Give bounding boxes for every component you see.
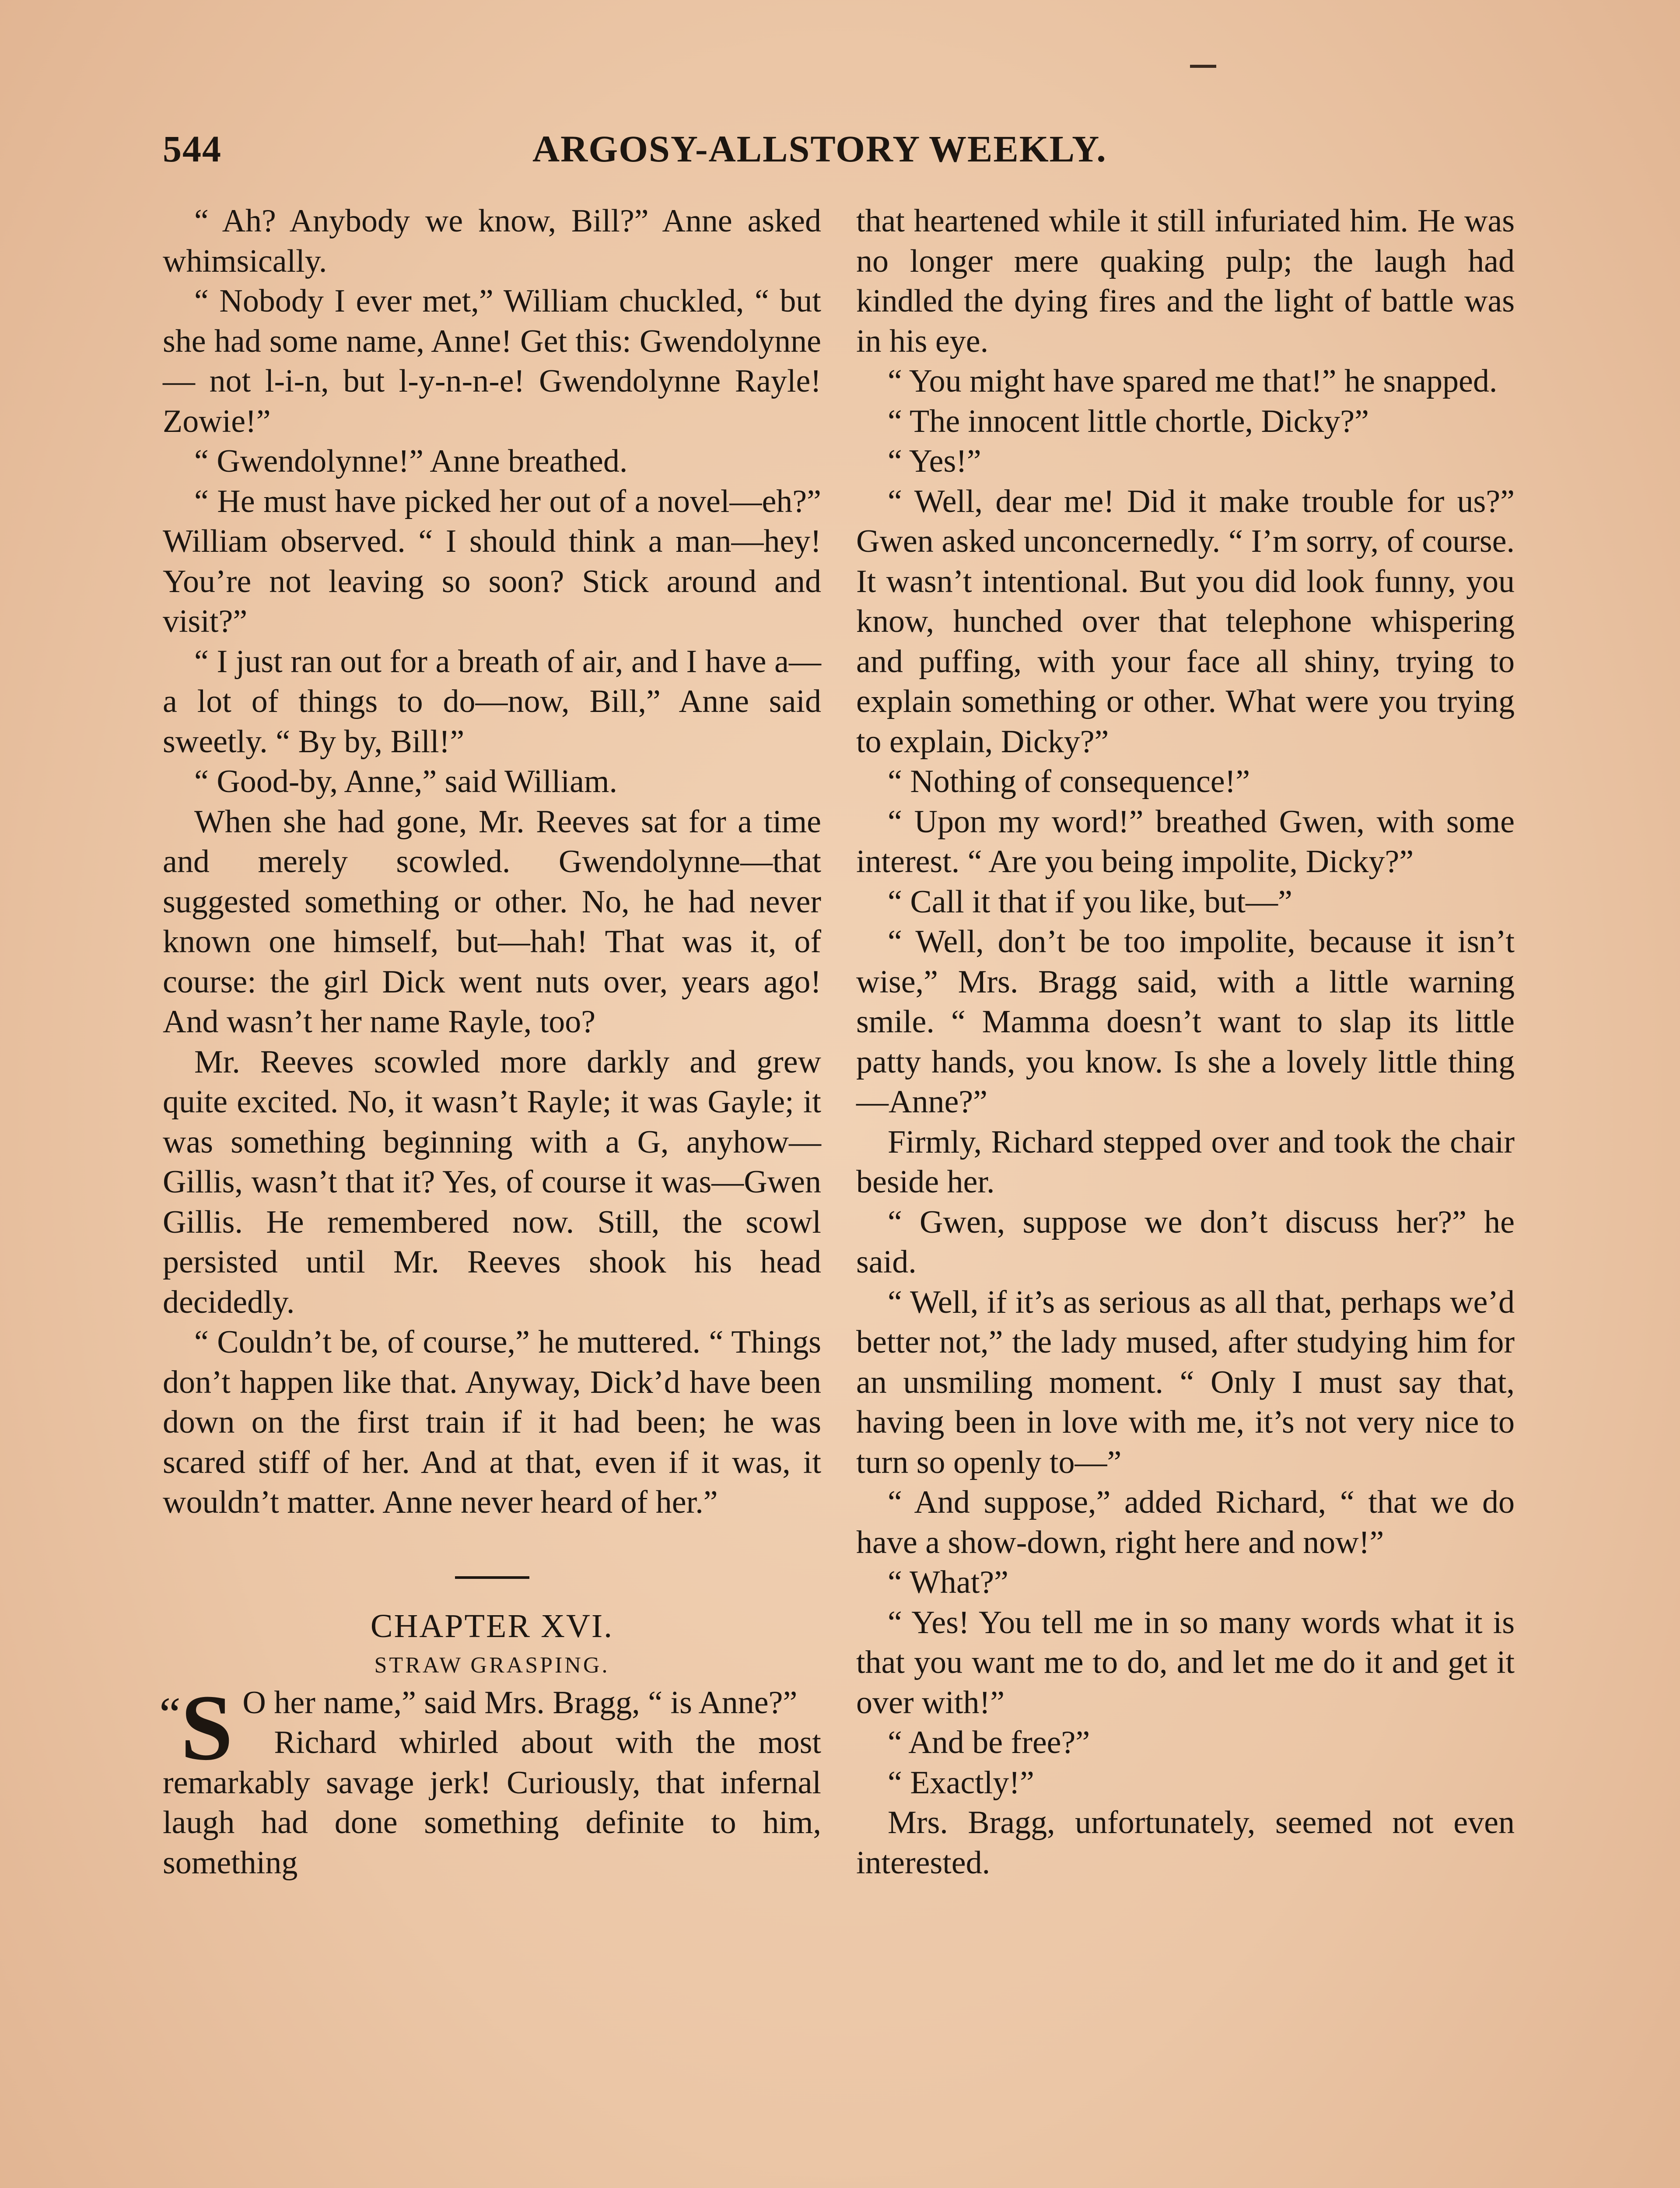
paragraph: Richard whirled about with the most remarkably savage jerk! Curiously, that infernal laugh had done something definite to him, something [163,1725,821,1881]
drop-cap-quote: “ [159,1687,181,1741]
paragraph: “ Exactly!” [888,1764,1034,1801]
paragraph: “ The innocent little chortle, Dicky?” [888,403,1369,439]
paragraph: “ Ah? Anybody we know, Bill?” Anne asked whimsically. [163,203,821,279]
paragraph: “ Good-by, Anne,” said William. [194,764,618,799]
paragraph: that heartened while it still infuriated him. He was no longer mere quaking pulp; the laugh had kindled the dying fires and the light of battle was in his eye. [856,203,1515,359]
magazine-title: ARGOSY-ALLSTORY WEEKLY. [532,128,1107,170]
paragraph: “ Well, if it’s as serious as all that, perhaps we’d better not,” the lady mused, after studying him for an unsmiling moment. “ Only I must say that, having been in love with me, it’s not very nice to turn so openly to—” [856,1284,1515,1480]
paragraph: “ Well, don’t be too impolite, because it isn’t wise,” Mrs. Bragg said, with a little warning smile. “ Mamma doesn’t want to slap its little patty hands, you know. Is she a lovely little thing—Anne?” [856,924,1515,1120]
paragraph: “ And suppose,” added Richard, “ that we do have a show-down, right here and now!” [856,1484,1515,1560]
paragraph: “ He must have picked her out of a novel—eh?” William observed. “ I should think a man—hey! You’re not leaving so soon? Stick around and visit?” [163,483,821,639]
paragraph: “ I just ran out for a breath of air, and I have a—a lot of things to do—now, Bill,” Anne said sweetly. “ By by, Bill!” [163,643,821,760]
paragraph: Mr. Reeves scowled more darkly and grew quite excited. No, it wasn’t Rayle; it was Gayle; it was something beginning with a G, anyhow—Gillis, wasn’t that it? Yes, of course it was—Gwen Gillis. He remembered now. Still, the scowl persisted until Mr. Reeves shook his head decidedly. [163,1044,821,1320]
ink-mark [1190,65,1216,68]
opening-paragraph [159,1675,821,1780]
paragraph: “ Gwendolynne!” Anne breathed. [194,443,628,479]
paragraph: “ Gwen, suppose we don’t discuss her?” he said. [856,1204,1515,1280]
paragraph: When she had gone, Mr. Reeves sat for a time and merely scowled. Gwendolynne—that suggested something or other. No, he had never known one himself, but—hah! That was it, of course: the girl Dick went nuts over, years ago! And wasn’t her name Rayle, too? [163,803,821,1040]
paragraph: “ Well, dear me! Did it make trouble for us?” Gwen asked unconcernedly. “ I’m sorry, of course. It wasn’t intentional. But you did look funny, you know, hunched over that telephone whispering and puffing, with your face all shiny, trying to explain something or other. What were you trying to explain, Dicky?” [856,483,1515,760]
paragraph: “ Upon my word!” breathed Gwen, with some interest. “ Are you being impolite, Dicky?” [856,803,1515,880]
paragraph: Mrs. Bragg, unfortunately, seemed not even interested. [856,1805,1515,1881]
paragraph: “ Yes! You tell me in so many words what it is that you want me to do, and let me do it and get it over with!” [856,1604,1515,1721]
paragraph: “ And be free?” [888,1725,1090,1760]
paragraph: “ What?” [888,1564,1008,1600]
running-header [163,123,1152,175]
paragraph: Firmly, Richard stepped over and took the chair beside her. [856,1124,1515,1200]
paragraph: “ Nothing of consequence!” [888,764,1250,799]
left-column [159,201,821,1883]
paragraph: “ Yes!” [888,443,981,479]
page-number: 544 [163,128,222,170]
drop-cap [159,1675,233,1780]
right-column [856,201,1515,1883]
chapter-heading: CHAPTER XVI. [370,1607,614,1645]
drop-cap-letter: S [180,1675,233,1780]
opening-text: O her name,” said Mrs. Bragg, “ is Anne?” [242,1684,798,1721]
paragraph: “ You might have spared me that!” he snapped. [888,363,1498,399]
paragraph: “ Call it that if you like, but—” [888,884,1292,920]
paragraph: “ Nobody I ever met,” William chuckled, “ but she had some name, Anne! Get this: Gwendolynne — not l-i-n, but l-y-n-n-e! Gwendolynne Rayle! Zowie!” [163,283,821,439]
chapter-subtitle: STRAW GRASPING. [374,1652,610,1678]
section-divider [455,1576,529,1579]
paragraph: “ Couldn’t be, of course,” he muttered. “ Things don’t happen like that. Anyway, Dick’d have been down on the first train if it had been; he was scared stiff of her. And at that, even if it was, it wouldn’t matter. Anne never heard of her.” [163,1324,821,1520]
